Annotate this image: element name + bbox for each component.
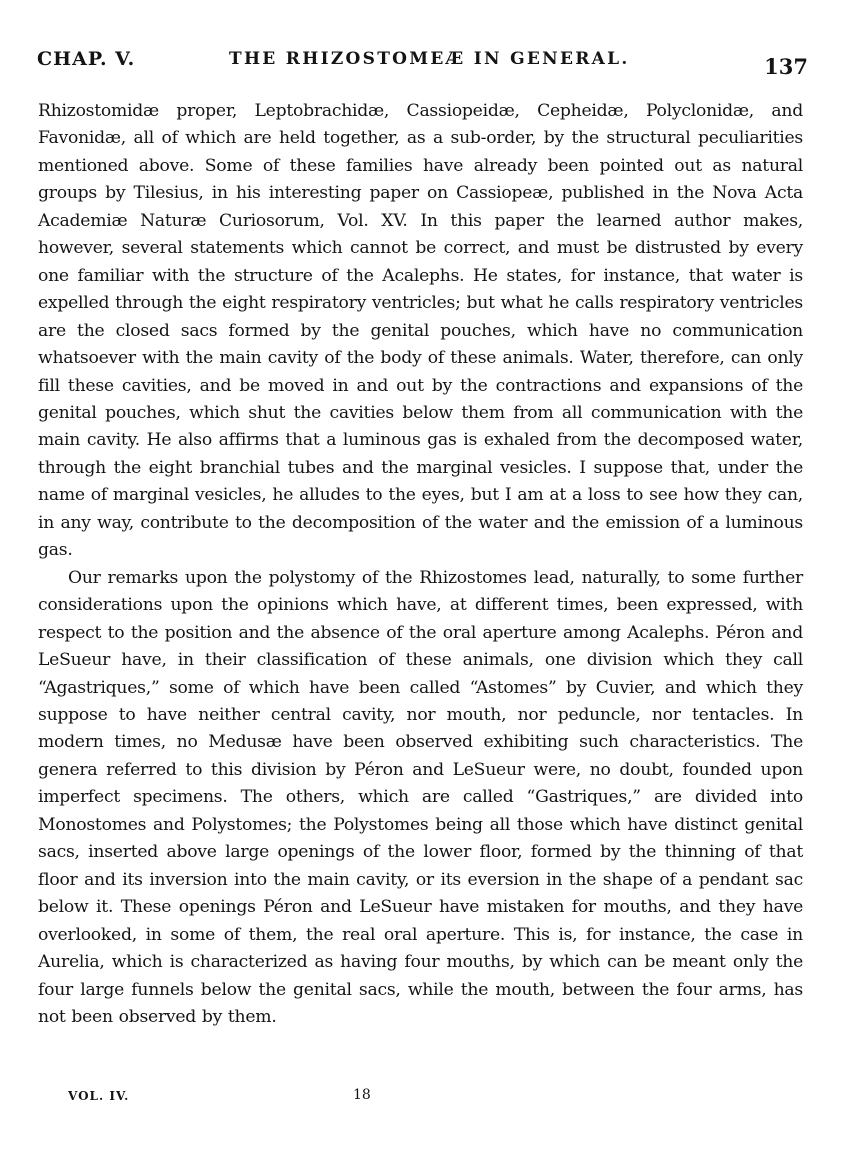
page-footer — [68, 1087, 468, 1111]
paragraph-2: Our remarks upon the polystomy of the Rhizostomes lead, naturally, to some further considerations upon the opinions which have, at different times, been expressed, with respect to the position and the absence of the oral aperture among Acalephs. Péron and LeSueur have, in their classification of these animals, one division which they call “Agastriques,” some of which have been called “Astomes” by Cuvier, and which they suppose to have neither central cavity, nor mouth, nor peduncle, nor tentacles. In modern times, no Medusæ have been observed exhibiting such characteristics. The genera referred to this division by Péron and LeSueur were, no doubt, founded upon imperfect specimens. The others, which are called “Gastriques,” are divided into Monostomes and Polystomes; the Polystomes being all those which have distinct genital sacs, inserted above large openings of the lower floor, formed by the thinning of that floor and its inversion into the main cavity, or its eversion in the shape of a pendant sac below it. These openings Péron and LeSueur have mistaken for mouths, and they have overlooked, in some of them, the real oral aperture. This is, for instance, the case in Aurelia, which is characterized as having four mouths, by which can be meant only the four large funnels below the genital sacs, while the mouth, between the four arms, has not been observed by them. — [38, 567, 803, 1027]
signature-mark: 18 — [353, 1087, 371, 1103]
running-head — [37, 46, 808, 79]
body-text — [38, 98, 803, 1031]
volume-label: VOL. IV. — [68, 1089, 130, 1103]
chapter-label: CHAP. V. — [37, 48, 136, 70]
paragraph-1: Rhizostomidæ proper, Leptobrachidæ, Cassiopeidæ, Cepheidæ, Polyclonidæ, and Favonidæ, all of which are held together, as a sub-order, by the structural peculiarities mentioned above. Some of these families have already been pointed out as natural groups by Tilesius, in his interesting paper on Cassiopeæ, published in the Nova Acta Academiæ Naturæ Curiosorum, Vol. XV. In this paper the learned author makes, however, several statements which cannot be correct, and must be distrusted by every one familiar with the structure of the Acalephs. He states, for instance, that water is expelled through the eight respiratory ventricles; but what he calls respiratory ventricles are the closed sacs formed by the genital pouches, which have no communication whatsoever with the main cavity of the body of these animals. Water, therefore, can only fill these cavities, and be moved in and out by the contractions and expansions of the genital pouches, which shut the cavities below them from all communication with the main cavity. He also affirms that a luminous gas is exhaled from the decomposed water, through the eight branchial tubes and the marginal vesicles. I suppose that, under the name of marginal vesicles, he alludes to the eyes, but I am at a loss to see how they can, in any way, contribute to the decomposition of the water and the emission of a luminous gas. — [38, 101, 803, 561]
page-number: 137 — [764, 54, 808, 79]
running-title: THE RHIZOSTOMEÆ IN GENERAL. — [229, 49, 630, 69]
